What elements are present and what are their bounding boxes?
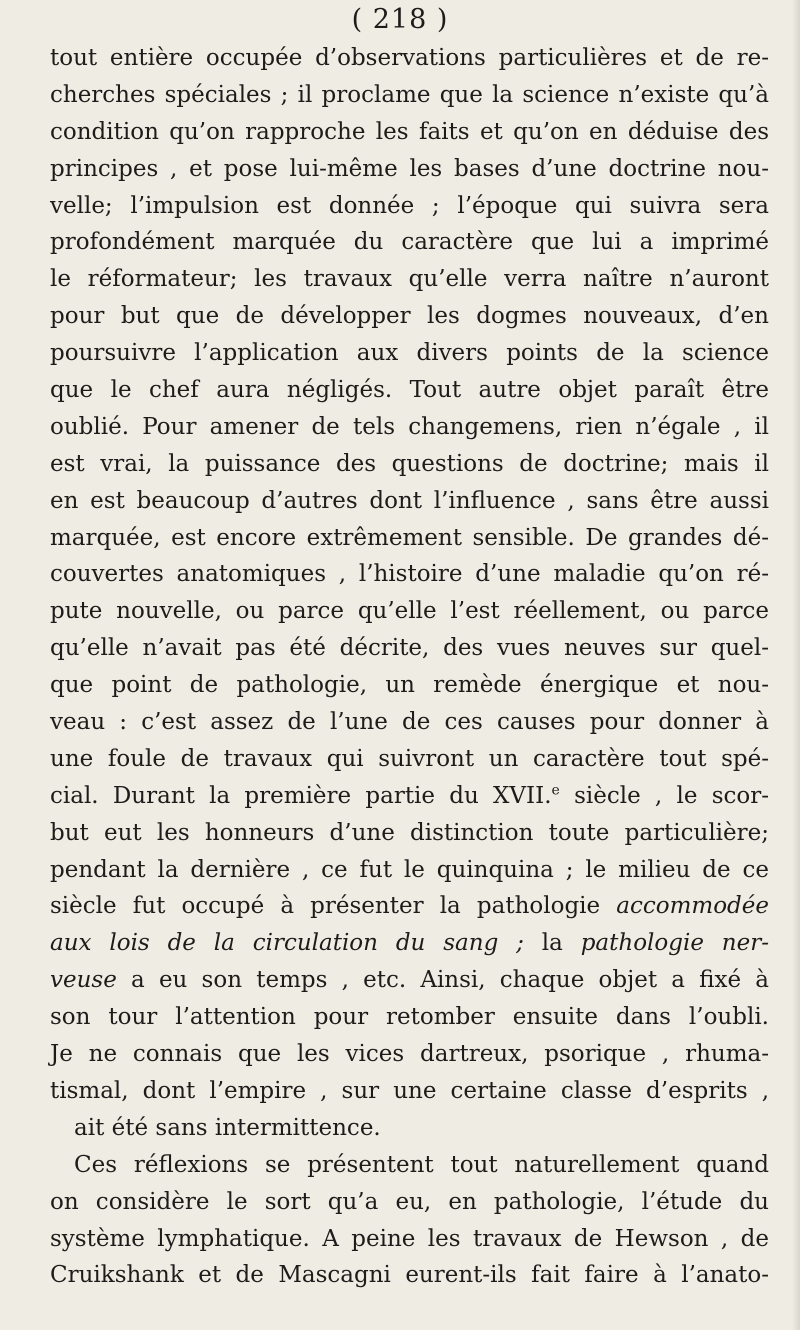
italic-text: accommodée — [616, 893, 769, 920]
text-segment: oublié. Pour amener de tels changemens, rien n’égale , il — [50, 413, 769, 440]
italic-text: aux lois de la circulation du sang ; — [50, 930, 524, 957]
body-text — [50, 40, 769, 1294]
text-line — [50, 962, 769, 999]
text-line — [50, 667, 769, 704]
text-segment: siècle fut occupé à présenter la pathologie — [50, 893, 617, 920]
text-segment: principes , et pose lui-même les bases d’une doctrine nou- — [50, 155, 769, 182]
text-segment: cial. Durant la première partie du XVII. — [50, 782, 552, 809]
text-line — [50, 372, 769, 409]
text-segment: ait été sans intermittence. — [74, 1114, 381, 1141]
text-line — [50, 1036, 769, 1073]
text-line — [50, 999, 769, 1036]
text-segment: marquée, est encore extrêmement sensible. De grandes dé- — [50, 524, 769, 551]
text-line — [50, 852, 769, 889]
text-line — [50, 630, 769, 667]
text-segment: le réformateur; les travaux qu’elle verra naître n’auront — [50, 266, 769, 293]
text-segment: tout entière occupée d’observations particulières et de re- — [50, 45, 769, 71]
text-line — [50, 1147, 769, 1184]
superscript: e — [551, 782, 560, 799]
text-line — [50, 1221, 769, 1258]
text-segment: système lymphatique. A peine les travaux de Hewson , de — [50, 1225, 769, 1252]
text-line — [50, 1073, 769, 1110]
text-line — [50, 1110, 769, 1147]
text-line — [50, 815, 769, 852]
text-line — [50, 1184, 769, 1221]
text-line — [50, 446, 769, 483]
italic-text: veuse — [50, 967, 117, 994]
text-segment: en est beaucoup d’autres dont l’influence , sans être aussi — [50, 487, 769, 514]
text-line — [50, 556, 769, 593]
text-line — [50, 888, 769, 925]
text-segment: la — [523, 930, 581, 957]
text-segment: on considère le sort qu’a eu, en pathologie, l’étude du — [50, 1188, 769, 1215]
text-segment: tismal, dont l’empire , sur une certaine classe d’esprits , — [50, 1077, 769, 1104]
text-line — [50, 261, 769, 298]
text-line — [50, 778, 769, 815]
text-segment: Ces réflexions se présentent tout naturellement quand — [74, 1151, 769, 1178]
text-line — [50, 151, 769, 188]
text-line — [50, 114, 769, 151]
text-segment: but eut les honneurs d’une distinction toute particulière; — [50, 819, 769, 846]
text-line — [50, 593, 769, 630]
text-line — [50, 1257, 769, 1294]
text-line — [50, 409, 769, 446]
text-line — [50, 224, 769, 261]
text-line — [50, 704, 769, 741]
text-line — [50, 40, 769, 77]
text-segment: siècle , le scor- — [559, 782, 769, 809]
text-segment: son tour l’attention pour retomber ensuite dans l’oubli. — [50, 1004, 769, 1031]
text-line — [50, 188, 769, 225]
text-segment: couvertes anatomiques , l’histoire d’une maladie qu’on ré- — [50, 561, 769, 588]
text-segment: une foule de travaux qui suivront un caractère tout spé- — [50, 745, 769, 772]
page-edge-shadow — [792, 0, 800, 1330]
text-segment: poursuivre l’application aux divers points de la science — [50, 340, 769, 367]
text-line — [50, 520, 769, 557]
text-segment: cherches spéciales ; il proclame que la science n’existe qu’à — [50, 81, 769, 108]
text-segment: condition qu’on rapproche les faits et qu’on en déduise des — [50, 118, 769, 145]
text-segment: qu’elle n’avait pas été décrite, des vues neuves sur quel- — [50, 635, 769, 662]
text-segment: Je ne connais que les vices dartreux, psorique , rhuma- — [50, 1041, 769, 1068]
text-line — [50, 298, 769, 335]
text-segment: pute nouvelle, ou parce qu’elle l’est réellement, ou parce — [50, 598, 769, 625]
text-segment: profondément marquée du caractère que lui a imprimé — [50, 229, 769, 256]
text-segment: velle; l’impulsion est donnée ; l’époque qui suivra sera — [50, 192, 769, 219]
text-segment: veau : c’est assez de l’une de ces causes pour donner à — [50, 709, 769, 736]
text-segment: est vrai, la puissance des questions de doctrine; mais il — [50, 450, 769, 477]
text-segment: a eu son temps , etc. Ainsi, chaque objet a fixé à — [116, 967, 769, 994]
text-line — [50, 335, 769, 372]
page-number: ( 218 ) — [351, 4, 449, 35]
text-line — [50, 741, 769, 778]
text-segment: Cruikshank et de Mascagni eurent-ils fait faire à l’anato- — [50, 1262, 769, 1289]
text-segment: que point de pathologie, un remède énergique et nou- — [50, 672, 769, 699]
italic-text: pathologie ner- — [580, 930, 769, 957]
text-line — [50, 483, 769, 520]
text-segment: pour but que de développer les dogmes nouveaux, d’en — [50, 303, 769, 330]
text-segment: pendant la dernière , ce fut le quinquina ; le milieu de ce — [50, 856, 769, 883]
text-segment: que le chef aura négligés. Tout autre objet paraît être — [50, 377, 769, 404]
text-line — [50, 77, 769, 114]
text-line — [50, 925, 769, 962]
